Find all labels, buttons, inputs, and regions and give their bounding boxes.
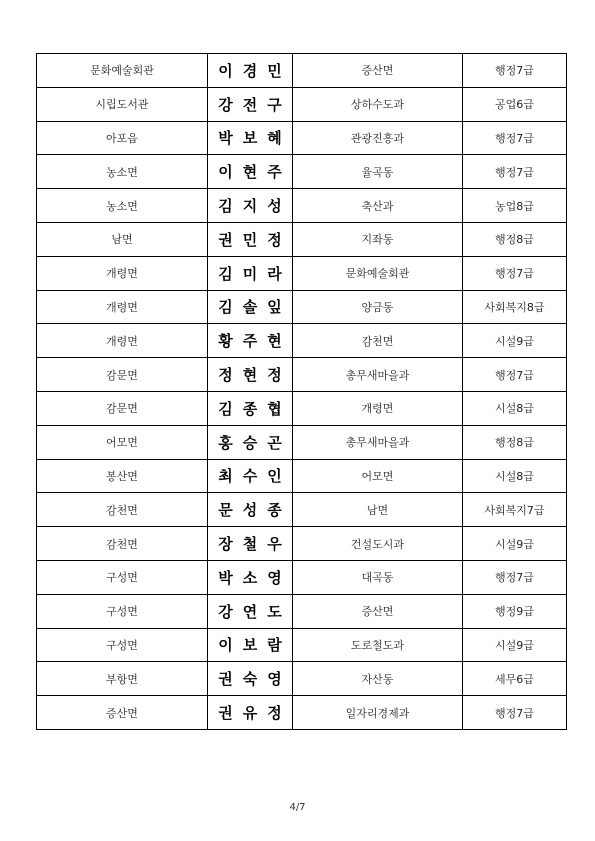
from-department-cell: 감천면 <box>37 493 208 527</box>
table-row <box>37 222 567 256</box>
table-row <box>37 189 567 223</box>
employee-name-cell: 박보혜 <box>208 121 293 155</box>
employee-name-cell: 김지성 <box>208 189 293 223</box>
table-row <box>37 628 567 662</box>
to-department-cell: 관광진흥과 <box>293 121 463 155</box>
employee-name-cell: 권민정 <box>208 222 293 256</box>
from-department-cell: 개령면 <box>37 324 208 358</box>
grade-cell: 행정7급 <box>463 696 567 730</box>
page-number: 4/7 <box>289 802 306 813</box>
grade-cell: 행정7급 <box>463 155 567 189</box>
grade-cell: 공업6급 <box>463 87 567 121</box>
from-department-cell: 농소면 <box>37 155 208 189</box>
from-department-cell: 증산면 <box>37 696 208 730</box>
employee-name-cell: 이경민 <box>208 54 293 88</box>
to-department-cell: 도로철도과 <box>293 628 463 662</box>
employee-name-cell: 최수인 <box>208 459 293 493</box>
personnel-transfer-table <box>36 53 567 730</box>
from-department-cell: 농소면 <box>37 189 208 223</box>
table-row <box>37 324 567 358</box>
grade-cell: 행정9급 <box>463 594 567 628</box>
grade-cell: 행정7급 <box>463 358 567 392</box>
employee-name-cell: 이현주 <box>208 155 293 189</box>
to-department-cell: 어모면 <box>293 459 463 493</box>
to-department-cell: 자산동 <box>293 662 463 696</box>
from-department-cell: 어모면 <box>37 425 208 459</box>
to-department-cell: 축산과 <box>293 189 463 223</box>
table-row <box>37 493 567 527</box>
employee-name-cell: 권숙영 <box>208 662 293 696</box>
table-row <box>37 155 567 189</box>
to-department-cell: 상하수도과 <box>293 87 463 121</box>
grade-cell: 시설9급 <box>463 324 567 358</box>
to-department-cell: 총무새마을과 <box>293 358 463 392</box>
table-row <box>37 425 567 459</box>
to-department-cell: 개령면 <box>293 391 463 425</box>
table-row <box>37 594 567 628</box>
employee-name-cell: 장철우 <box>208 527 293 561</box>
to-department-cell: 건설도시과 <box>293 527 463 561</box>
from-department-cell: 감천면 <box>37 527 208 561</box>
grade-cell: 시설8급 <box>463 391 567 425</box>
employee-name-cell: 강전구 <box>208 87 293 121</box>
to-department-cell: 감천면 <box>293 324 463 358</box>
employee-name-cell: 권유정 <box>208 696 293 730</box>
to-department-cell: 일자리경제과 <box>293 696 463 730</box>
employee-name-cell: 문성종 <box>208 493 293 527</box>
table-row <box>37 87 567 121</box>
table-row <box>37 459 567 493</box>
table-row <box>37 121 567 155</box>
table-row <box>37 290 567 324</box>
employee-name-cell: 황주현 <box>208 324 293 358</box>
grade-cell: 행정8급 <box>463 222 567 256</box>
from-department-cell: 구성면 <box>37 560 208 594</box>
table-body <box>37 54 567 730</box>
to-department-cell: 증산면 <box>293 54 463 88</box>
table-row <box>37 560 567 594</box>
employee-name-cell: 홍승곤 <box>208 425 293 459</box>
grade-cell: 사회복지7급 <box>463 493 567 527</box>
table-row <box>37 527 567 561</box>
from-department-cell: 구성면 <box>37 628 208 662</box>
from-department-cell: 감문면 <box>37 358 208 392</box>
grade-cell: 행정8급 <box>463 425 567 459</box>
employee-name-cell: 이보람 <box>208 628 293 662</box>
grade-cell: 행정7급 <box>463 54 567 88</box>
employee-name-cell: 김종협 <box>208 391 293 425</box>
to-department-cell: 남면 <box>293 493 463 527</box>
from-department-cell: 문화예술회관 <box>37 54 208 88</box>
grade-cell: 시설9급 <box>463 628 567 662</box>
table-row <box>37 662 567 696</box>
from-department-cell: 감문면 <box>37 391 208 425</box>
table-row <box>37 696 567 730</box>
grade-cell: 행정7급 <box>463 560 567 594</box>
from-department-cell: 시립도서관 <box>37 87 208 121</box>
grade-cell: 행정7급 <box>463 256 567 290</box>
employee-name-cell: 강연도 <box>208 594 293 628</box>
grade-cell: 세무6급 <box>463 662 567 696</box>
to-department-cell: 양금동 <box>293 290 463 324</box>
to-department-cell: 지좌동 <box>293 222 463 256</box>
grade-cell: 행정7급 <box>463 121 567 155</box>
to-department-cell: 총무새마을과 <box>293 425 463 459</box>
table-row <box>37 54 567 88</box>
grade-cell: 사회복지8급 <box>463 290 567 324</box>
grade-cell: 농업8급 <box>463 189 567 223</box>
table-row <box>37 358 567 392</box>
from-department-cell: 개령면 <box>37 256 208 290</box>
from-department-cell: 남면 <box>37 222 208 256</box>
from-department-cell: 부항면 <box>37 662 208 696</box>
from-department-cell: 봉산면 <box>37 459 208 493</box>
table-row <box>37 391 567 425</box>
to-department-cell: 율곡동 <box>293 155 463 189</box>
employee-name-cell: 정현정 <box>208 358 293 392</box>
to-department-cell: 대곡동 <box>293 560 463 594</box>
employee-name-cell: 김솔잎 <box>208 290 293 324</box>
employee-name-cell: 박소영 <box>208 560 293 594</box>
from-department-cell: 아포읍 <box>37 121 208 155</box>
grade-cell: 시설9급 <box>463 527 567 561</box>
table-row <box>37 256 567 290</box>
from-department-cell: 개령면 <box>37 290 208 324</box>
employee-name-cell: 김미라 <box>208 256 293 290</box>
to-department-cell: 문화예술회관 <box>293 256 463 290</box>
from-department-cell: 구성면 <box>37 594 208 628</box>
to-department-cell: 증산면 <box>293 594 463 628</box>
grade-cell: 시설8급 <box>463 459 567 493</box>
